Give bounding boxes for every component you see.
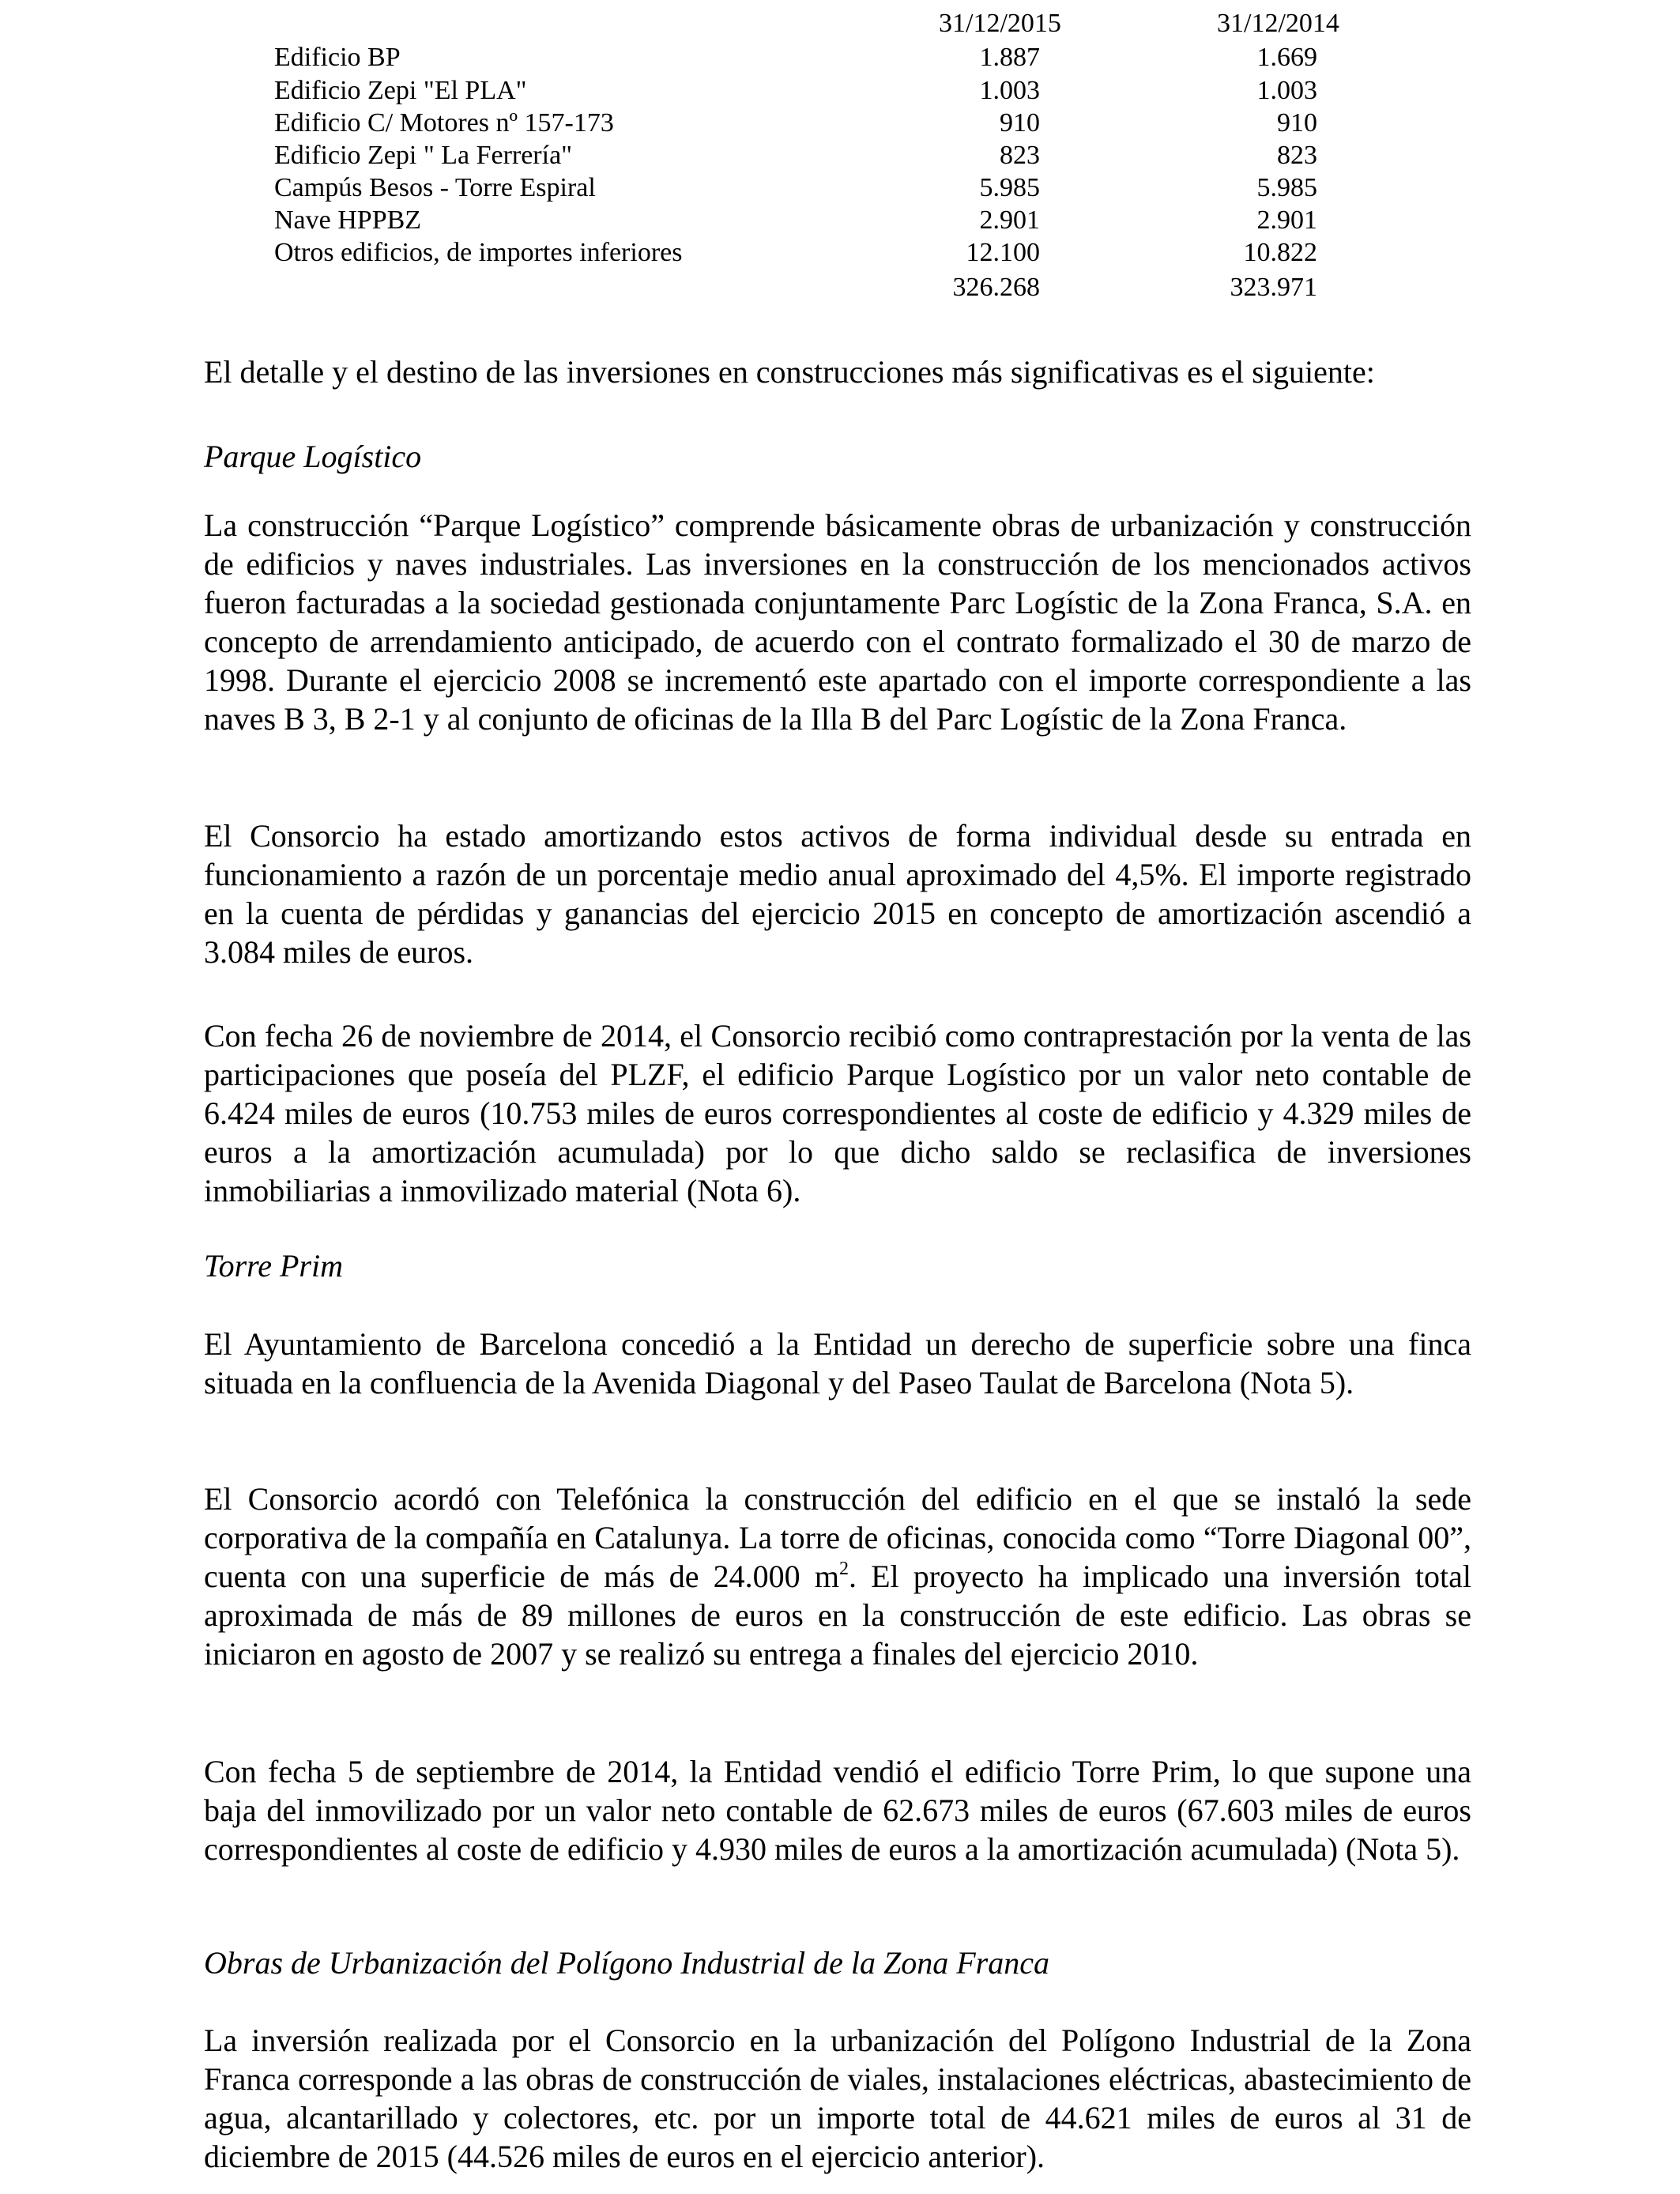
value-2014: 823 — [1277, 141, 1317, 170]
value-2015: 1.003 — [979, 76, 1040, 105]
value-2015: 910 — [1000, 108, 1040, 138]
torre-paragraph-2-part-a: El Consorcio acordó con Telefónica la construcción del edificio en el que se instaló la sede corporativa de la compañía en Catalunya. La torre de oficinas, conocida como “Torre Diagonal 00”, cuenta con una superficie de más de 24.000 m — [204, 1481, 1471, 1594]
value-2015: 823 — [1000, 141, 1040, 170]
table-row — [0, 204, 1680, 237]
obras-paragraph-1: La inversión realizada por el Consorcio en la urbanización del Polígono Industrial de la Zona Franca corresponde a las obras de construcción de viales, instalaciones eléctricas, abastecimiento de agua, alcantarillado y colectores, etc. por un importe total de 44.621 miles de euros al 31 de diciembre de 2015 (44.526 miles de euros en el ejercicio anterior). — [204, 2022, 1471, 2174]
row-label: Otros edificios, de importes inferiores — [274, 238, 683, 267]
torre-paragraph-2 — [204, 1480, 1471, 1673]
table-total-row — [0, 270, 1680, 305]
total-2015: 326.268 — [952, 273, 1040, 302]
row-label: Edificio BP — [274, 43, 401, 72]
value-2015: 1.887 — [979, 43, 1040, 72]
intro-paragraph: El detalle y el destino de las inversiones en construcciones más significativas es el siguiente: — [204, 354, 1375, 390]
table-row — [0, 41, 1680, 74]
torre-paragraph-2-part-b: . El proyecto ha implicado una inversión total aproximada de más de 89 millones de euros en la construcción de este edificio. Las obras se iniciaron en agosto de 2007 y se realizó su entrega a finales del ejercicio 2010. — [204, 1559, 1471, 1672]
value-2014: 2.901 — [1256, 205, 1317, 235]
value-2015: 5.985 — [979, 173, 1040, 202]
section-title-obras-urbanizacion: Obras de Urbanización del Polígono Industrial de la Zona Franca — [204, 1945, 1049, 1981]
value-2014: 1.003 — [1256, 76, 1317, 105]
total-2014: 323.971 — [1230, 273, 1317, 302]
superscript-2: 2 — [838, 1559, 849, 1579]
section-title-parque-logistico: Parque Logístico — [204, 439, 422, 474]
row-label: Edificio C/ Motores nº 157-173 — [274, 108, 614, 138]
value-2014: 1.669 — [1256, 43, 1317, 72]
value-2014: 10.822 — [1243, 238, 1317, 267]
column-header-2015: 31/12/2015 — [939, 9, 1061, 38]
row-label: Campús Besos - Torre Espiral — [274, 173, 596, 202]
value-2014: 5.985 — [1256, 173, 1317, 202]
value-2015: 12.100 — [966, 238, 1040, 267]
torre-paragraph-3: Con fecha 5 de septiembre de 2014, la Entidad vendió el edificio Torre Prim, lo que supone una baja del inmovilizado por un valor neto contable de 62.673 miles de euros (67.603 miles de euros correspondientes al coste de edificio y 4.930 miles de euros a la amortización acumulada) (Nota 5). — [204, 1754, 1471, 1867]
section-title-torre-prim: Torre Prim — [204, 1248, 343, 1284]
row-label: Nave HPPBZ — [274, 205, 422, 235]
row-label: Edificio Zepi "El PLA" — [274, 76, 527, 105]
torre-paragraph-1: El Ayuntamiento de Barcelona concedió a la Entidad un derecho de superficie sobre una finca situada en la confluencia de la Avenida Diagonal y del Paseo Taulat de Barcelona (Nota 5). — [204, 1326, 1471, 1400]
table-row — [0, 172, 1680, 205]
table-row — [0, 139, 1680, 172]
parque-paragraph-1: La construcción “Parque Logístico” comprende básicamente obras de urbanización y construcción de edificios y naves industriales. Las inversiones en la construcción de los mencionados activos fueron facturadas a la sociedad gestionada conjuntamente Parc Logístic de la Zona Franca, S.A. en concepto de arrendamiento anticipado, de acuerdo con el contrato formalizado el 30 de marzo de 1998. Durante el ejercicio 2008 se incrementó este apartado con el importe correspondiente a las naves B 3, B 2-1 y al conjunto de oficinas de la Illa B del Parc Logístic de la Zona Franca. — [204, 507, 1471, 737]
parque-paragraph-2: El Consorcio ha estado amortizando estos activos de forma individual desde su entrada en funcionamiento a razón de un porcentaje medio anual aproximado del 4,5%. El importe registrado en la cuenta de pérdidas y ganancias del ejercicio 2015 en concepto de amortización ascendió a 3.084 miles de euros. — [204, 818, 1471, 970]
table-row — [0, 236, 1680, 270]
table-row — [0, 74, 1680, 107]
column-header-2014: 31/12/2014 — [1217, 9, 1339, 38]
parque-paragraph-3: Con fecha 26 de noviembre de 2014, el Consorcio recibió como contraprestación por la venta de las participaciones que poseía del PLZF, el edificio Parque Logístico por un valor neto contable de 6.424 miles de euros (10.753 miles de euros correspondientes al coste de edificio y 4.329 miles de euros a la amortización acumulada) por lo que dicho saldo se reclasifica de inversiones inmobiliarias a inmovilizado material (Nota 6). — [204, 1018, 1471, 1208]
row-label: Edificio Zepi " La Ferrería" — [274, 141, 573, 170]
table-row — [0, 107, 1680, 140]
value-2014: 910 — [1277, 108, 1317, 138]
value-2015: 2.901 — [979, 205, 1040, 235]
